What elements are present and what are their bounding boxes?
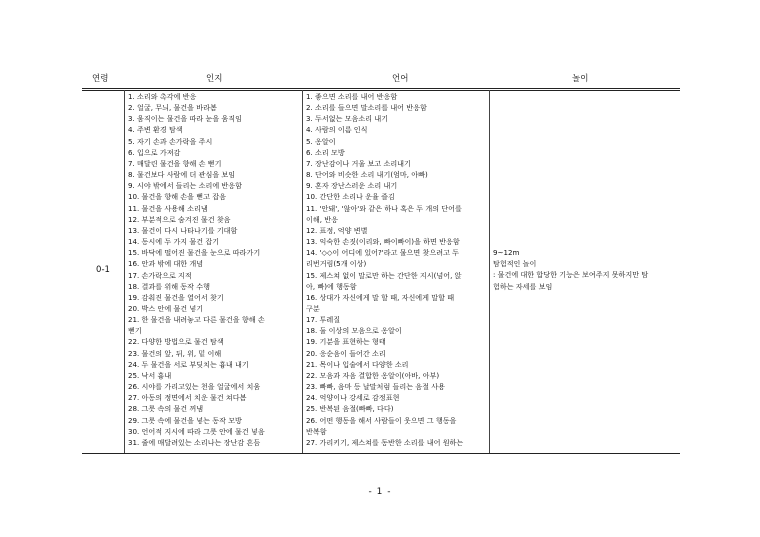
- cognition-item: 21. 한 물건을 내려놓고 다른 물건을 향해 손: [128, 315, 265, 325]
- language-item: 16. 상대가 자신에게 말 할 때, 자신에게 말할 때: [306, 292, 455, 302]
- language-item: 아, 빠)에 행동함: [306, 281, 357, 291]
- cognition-item: 1. 소리와 촉각에 반응: [128, 92, 197, 101]
- language-item: 18. 둘 이상의 모음으로 옹알이: [306, 326, 402, 336]
- header-language: 언어: [392, 74, 409, 84]
- language-item: 24. 억양이나 강세로 감정표현: [306, 393, 400, 403]
- language-item: 17. 투레질: [306, 315, 341, 325]
- table-bottom-rule: [82, 453, 680, 454]
- cognition-item: 6. 입으로 가져감: [128, 147, 181, 157]
- cognition-item: 9. 시야 밖에서 들리는 소리에 반응함: [128, 181, 242, 191]
- language-item: 9. 혼자 장난스러운 소리 내기: [306, 181, 398, 191]
- cognition-item: 4. 주변 환경 탐색: [128, 125, 183, 135]
- header-play: 놀이: [572, 74, 589, 84]
- cognition-item: 2. 얼굴, 무늬, 물건을 바라봄: [128, 103, 217, 113]
- language-item: 1. 좋으면 소리를 내어 반응함: [306, 92, 398, 101]
- language-item: 12. 표정, 억양 변별: [306, 225, 368, 235]
- language-item: 26. 어떤 행동을 해서 사람들이 웃으면 그 행동을: [306, 415, 457, 425]
- age-group-cell: 0-1: [96, 265, 110, 275]
- language-item: 리번거림(5개 이상): [306, 259, 367, 269]
- cognition-item: 7. 매달린 물건을 향해 손 뻗기: [128, 158, 222, 168]
- language-item: 27. 가리키기, 제스쳐를 동반한 소리를 내어 원하는: [306, 437, 464, 447]
- cognition-item: 20. 박스 안에 물건 넣기: [128, 303, 204, 313]
- cognition-item: 13. 물건이 다시 나타나기를 기대함: [128, 225, 238, 235]
- language-item: 6. 소리 모방: [306, 147, 345, 157]
- cognition-item: 8. 물건보다 사람에 더 관심을 보임: [128, 170, 236, 180]
- language-item: 7. 장난감이나 거울 보고 소리내기: [306, 158, 411, 168]
- language-item: 5. 옹알이: [306, 136, 336, 146]
- cognition-item: 12. 부분적으로 숨겨진 물건 찾음: [128, 214, 231, 224]
- page-number: - 1 -: [368, 487, 392, 497]
- play-description-line: 험하는 자세를 보임: [493, 281, 553, 291]
- cognition-item: 22. 다양한 방법으로 물건 탐색: [128, 337, 224, 347]
- cognition-item: 14. 동시에 두 가지 물건 잡기: [128, 237, 220, 247]
- cognition-item: 10. 물건을 향해 손을 뻗고 잡음: [128, 192, 226, 202]
- play-cell: [493, 247, 679, 292]
- language-item: 14. '◇◇이 어디에 있어?'라고 물으면 찾으려고 두: [306, 248, 460, 258]
- column-divider: [124, 90, 125, 453]
- language-list: [306, 91, 486, 448]
- language-item: 반복함: [306, 426, 327, 436]
- language-item: 19. 기분을 표현하는 형태: [306, 337, 386, 347]
- language-item: 구분: [306, 303, 320, 313]
- language-item: 3. 두서없는 모음소리 내기: [306, 114, 389, 124]
- language-item: 11. '안돼', '않아'와 같은 하나 혹은 두 개의 단어를: [306, 203, 462, 213]
- language-item: 25. 반복된 음절(빠빠, 다다): [306, 404, 394, 414]
- cognition-item: 28. 그릇 속의 물건 꺼냄: [128, 404, 204, 414]
- play-description-line: : 물건에 대한 합당한 기능은 보여주지 못하지만 탐: [493, 270, 649, 280]
- language-item: 4. 사람의 이름 인식: [306, 125, 368, 135]
- table-header: [82, 72, 680, 88]
- cognition-item: 30. 언어적 지시에 따라 그릇 안에 물건 넣음: [128, 426, 265, 436]
- cognition-item: 3. 움직이는 물건을 따라 눈을 움직임: [128, 114, 242, 124]
- play-age-range: 9~12m: [493, 248, 520, 257]
- cognition-item: 17. 손가락으로 지적: [128, 270, 192, 280]
- cognition-item: 뻗기: [128, 326, 142, 336]
- header-cognition: 인지: [206, 74, 223, 84]
- language-item: 22. 모음과 자음 결합한 옹알이(아바, 아부): [306, 370, 440, 380]
- cognition-item: 16. 안과 밖에 대한 개념: [128, 259, 204, 269]
- language-item: 20. 응순음이 들어간 소리: [306, 348, 386, 358]
- language-item: 8. 단어와 비슷한 소리 내기(엄마, 아빠): [306, 170, 428, 180]
- header-age: 연령: [92, 74, 109, 84]
- cognition-item: 27. 아동의 정면에서 치운 물건 쳐다봄: [128, 393, 247, 403]
- cognition-item: 15. 바닥에 떨어진 물건을 눈으로 따라가기: [128, 248, 261, 258]
- cognition-list: [128, 91, 300, 448]
- language-item: 13. 익숙한 손짓(이리와, 빠이빠이)을 하면 반응함: [306, 237, 460, 247]
- cognition-item: 25. 낙서 흉내: [128, 370, 172, 380]
- cognition-item: 29. 그릇 속에 물건을 넣는 동작 모방: [128, 415, 242, 425]
- cognition-item: 11. 물건을 사용해 소리냄: [128, 203, 208, 213]
- column-divider: [489, 90, 490, 453]
- play-title: 탐험적인 놀이: [493, 259, 537, 269]
- column-divider: [302, 90, 303, 453]
- language-item: 10. 간단한 소리나 운율 즐김: [306, 192, 395, 202]
- cognition-item: 31. 줄에 매달려있는 소리나는 장난감 흔듬: [128, 437, 261, 447]
- language-item: 15. 제스쳐 없이 말로만 하는 간단한 지시(넘어, 앉: [306, 270, 462, 280]
- cognition-item: 19. 감춰진 물건을 열어서 찾기: [128, 292, 224, 302]
- cognition-item: 24. 두 물건을 서로 부딪치는 흉내 내기: [128, 359, 249, 369]
- cognition-item: 26. 시야를 가리고있는 천을 얼굴에서 치움: [128, 382, 261, 392]
- language-item: 21. 목이나 입술에서 다양한 소리: [306, 359, 409, 369]
- cognition-item: 23. 물건의 앞, 뒤, 위, 밑 이해: [128, 348, 222, 358]
- header-rule-top: [82, 88, 680, 89]
- language-item: 2. 소리를 들으면 말소리를 내어 반응함: [306, 103, 427, 113]
- language-item: 이해, 반응: [306, 214, 338, 224]
- cognition-item: 5. 자기 손과 손가락을 주시: [128, 136, 213, 146]
- cognition-item: 18. 결과를 위해 동작 수행: [128, 281, 210, 291]
- language-item: 23. 빠빠, 음마 등 날말처럼 들리는 음절 사용: [306, 382, 445, 392]
